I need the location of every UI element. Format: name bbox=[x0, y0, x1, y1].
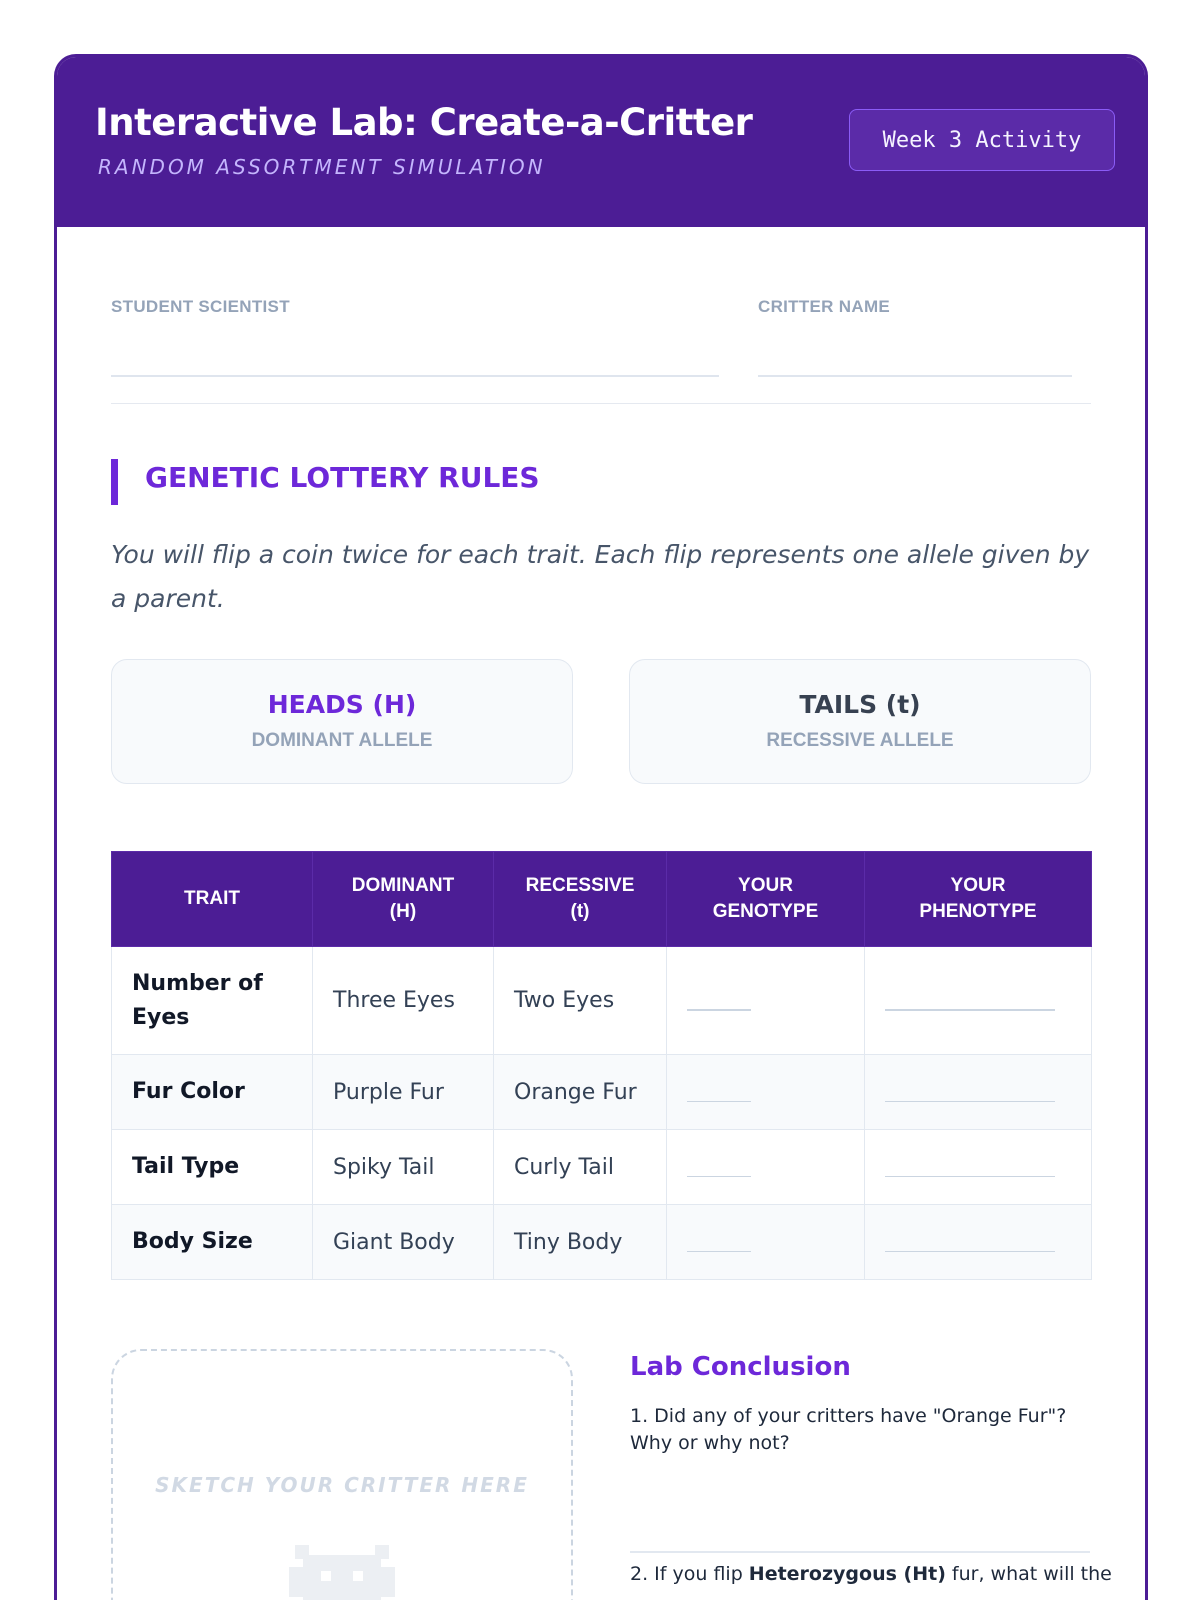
col-header-trait: TRAIT bbox=[112, 852, 313, 947]
col-header-recessive-text: RECESSIVE (t) bbox=[525, 875, 635, 922]
section-divider bbox=[111, 403, 1091, 404]
genotype-blank[interactable] bbox=[687, 1009, 751, 1011]
col-header-genotype-text: YOUR GENOTYPE bbox=[712, 875, 819, 922]
heads-card bbox=[111, 659, 573, 784]
recessive-cell: Two Eyes bbox=[494, 947, 667, 1055]
tails-title: TAILS (t) bbox=[799, 690, 921, 719]
heads-title: HEADS (H) bbox=[267, 690, 417, 719]
phenotype-cell[interactable] bbox=[865, 1205, 1092, 1280]
page-subtitle: RANDOM ASSORTMENT SIMULATION bbox=[98, 155, 546, 179]
phenotype-cell[interactable] bbox=[865, 947, 1092, 1055]
trait-cell: Tail Type bbox=[112, 1130, 313, 1205]
phenotype-cell[interactable] bbox=[865, 1055, 1092, 1130]
trait-cell: Body Size bbox=[112, 1205, 313, 1280]
dominant-cell: Three Eyes bbox=[313, 947, 494, 1055]
page-title: Interactive Lab: Create-a-Critter bbox=[95, 101, 753, 144]
genotype-cell[interactable] bbox=[667, 947, 865, 1055]
genotype-blank[interactable] bbox=[687, 1251, 751, 1253]
col-header-dominant bbox=[313, 852, 494, 947]
col-header-phenotype bbox=[865, 852, 1092, 947]
answer-line-1[interactable] bbox=[630, 1551, 1090, 1553]
genotype-cell[interactable] bbox=[667, 1130, 865, 1205]
trait-cell: Fur Color bbox=[112, 1055, 313, 1130]
table-row bbox=[112, 1130, 1092, 1205]
rules-accent-bar bbox=[111, 459, 118, 505]
week-badge: Week 3 Activity bbox=[849, 109, 1115, 171]
genotype-blank[interactable] bbox=[687, 1101, 751, 1103]
genotype-cell[interactable] bbox=[667, 1205, 865, 1280]
rules-heading: GENETIC LOTTERY RULES bbox=[145, 461, 540, 494]
heads-subtitle: DOMINANT ALLELE bbox=[251, 730, 433, 751]
phenotype-cell[interactable] bbox=[865, 1130, 1092, 1205]
col-header-recessive bbox=[494, 852, 667, 947]
genotype-cell[interactable] bbox=[667, 1055, 865, 1130]
dominant-cell: Giant Body bbox=[313, 1205, 494, 1280]
table-row bbox=[112, 1205, 1092, 1280]
dominant-cell: Purple Fur bbox=[313, 1055, 494, 1130]
recessive-cell: Curly Tail bbox=[494, 1130, 667, 1205]
critter-name-label: CRITTER NAME bbox=[758, 297, 891, 316]
student-scientist-field[interactable] bbox=[111, 375, 719, 377]
col-header-dominant-text: DOMINANT (H) bbox=[351, 875, 455, 922]
critter-name-field[interactable] bbox=[758, 375, 1072, 377]
phenotype-blank[interactable] bbox=[885, 1101, 1055, 1103]
table-row bbox=[112, 947, 1092, 1055]
recessive-cell: Tiny Body bbox=[494, 1205, 667, 1280]
phenotype-blank[interactable] bbox=[885, 1009, 1055, 1011]
lab-worksheet-card bbox=[54, 54, 1148, 1600]
worksheet-header bbox=[57, 57, 1145, 227]
sketch-area[interactable] bbox=[111, 1349, 573, 1600]
tails-subtitle: RECESSIVE ALLELE bbox=[766, 730, 954, 751]
question-2-end: fur, what will the bbox=[945, 1563, 1112, 1585]
recessive-cell: Orange Fur bbox=[494, 1055, 667, 1130]
table-row bbox=[112, 1055, 1092, 1130]
phenotype-blank[interactable] bbox=[885, 1251, 1055, 1253]
traits-table bbox=[111, 851, 1092, 1280]
question-1: 1. Did any of your critters have "Orange Fur"? Why or why not? bbox=[630, 1405, 1067, 1454]
question-2 bbox=[630, 1561, 1112, 1588]
dominant-cell: Spiky Tail bbox=[313, 1130, 494, 1205]
phenotype-blank[interactable] bbox=[885, 1176, 1055, 1178]
question-2-term: Heterozygous (Ht) bbox=[748, 1563, 946, 1585]
rules-instructions: You will flip a coin twice for each trait. Each flip represents one allele given by a parent. bbox=[111, 540, 1090, 613]
student-scientist-label: STUDENT SCIENTIST bbox=[111, 297, 290, 316]
conclusion-heading: Lab Conclusion bbox=[630, 1352, 851, 1382]
sketch-label: SKETCH YOUR CRITTER HERE bbox=[155, 1473, 529, 1497]
genotype-blank[interactable] bbox=[687, 1176, 751, 1178]
trait-cell: Number of Eyes bbox=[112, 947, 313, 1055]
table-header-row bbox=[112, 852, 1092, 947]
col-header-genotype bbox=[667, 852, 865, 947]
critter-icon bbox=[287, 1541, 397, 1600]
question-2-start: 2. If you flip bbox=[630, 1563, 749, 1585]
tails-card bbox=[629, 659, 1091, 784]
col-header-phenotype-text: YOUR PHENOTYPE bbox=[919, 875, 1037, 922]
